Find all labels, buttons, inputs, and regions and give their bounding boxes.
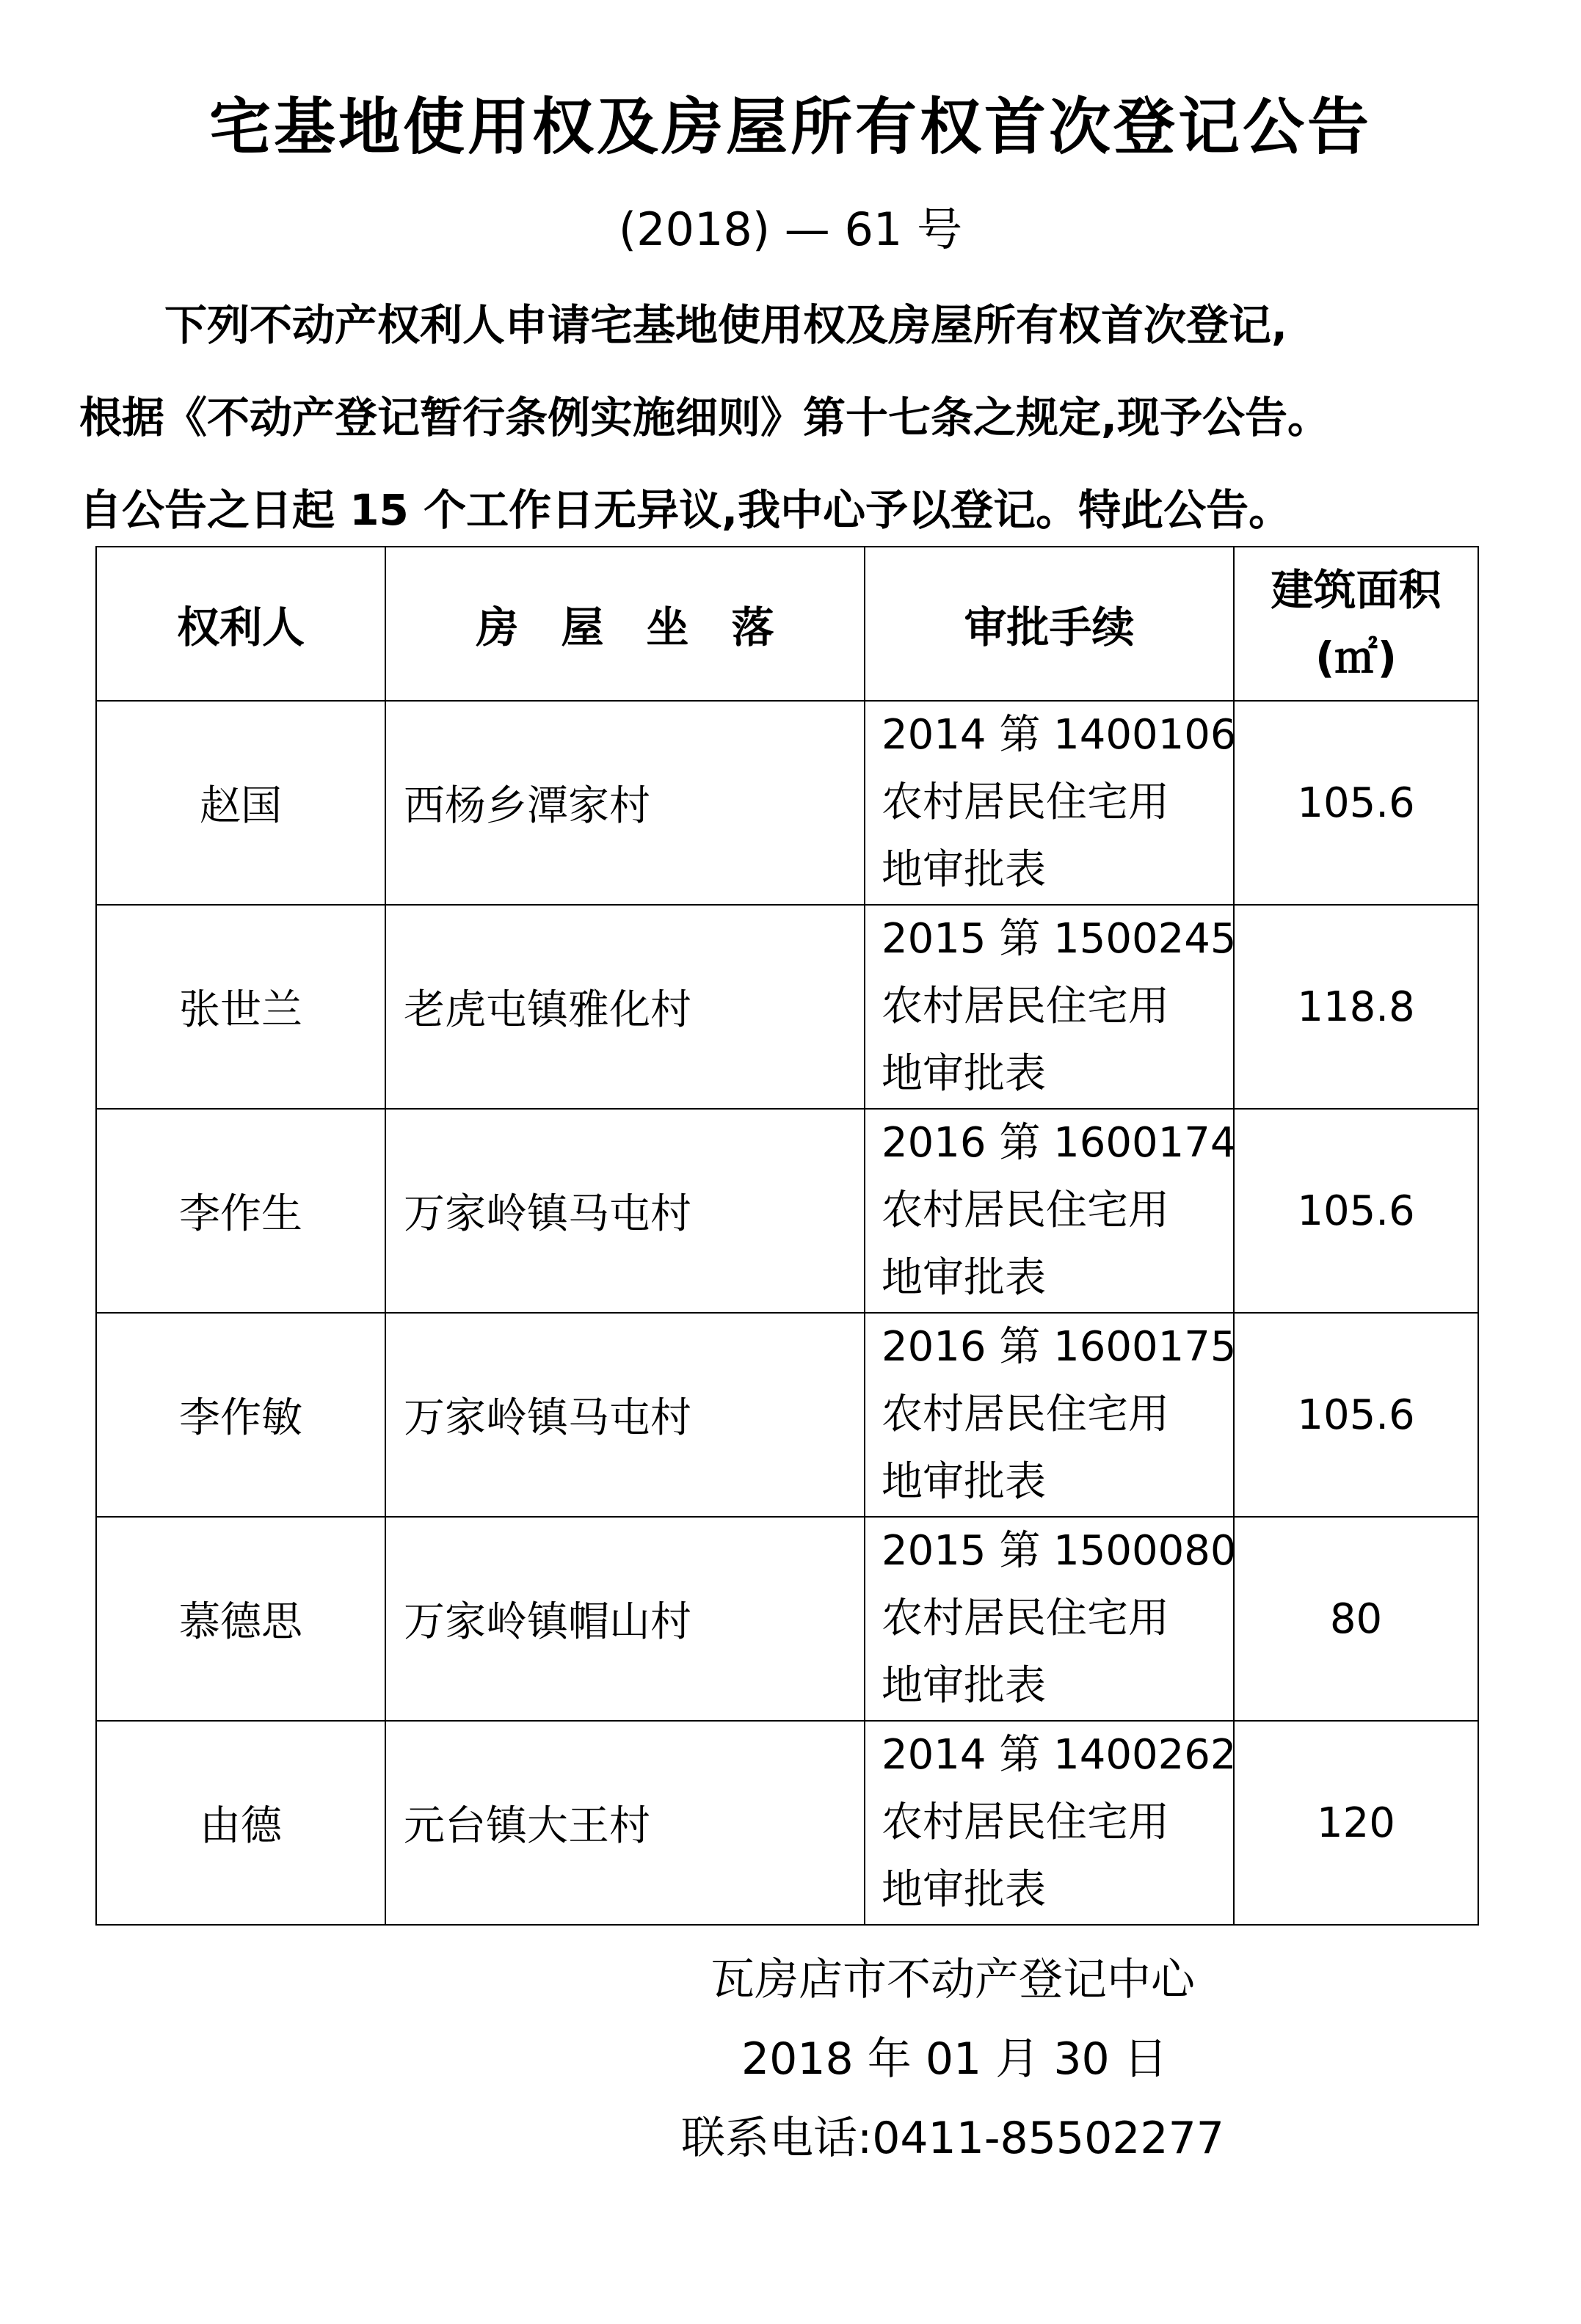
- approval-number: 2015 第 1500245: [882, 915, 1237, 963]
- notice-title: 宅基地使用权及房屋所有权首次登记公告: [208, 91, 1372, 163]
- registration-table: [95, 546, 1479, 1926]
- approval-doc-line-2: 地审批表: [882, 846, 1046, 894]
- notice-number: (2018) — 61 号: [618, 203, 963, 256]
- location-cell: 万家岭镇帽山村: [385, 1517, 865, 1721]
- header-approval: 审批手续: [865, 547, 1234, 701]
- contact-phone: 联系电话:0411-85502277: [681, 2113, 1224, 2164]
- issue-date: 2018 年 01 月 30 日: [741, 2033, 1168, 2085]
- header-area-unit: (㎡): [1315, 633, 1398, 682]
- table-row: [96, 905, 1478, 1109]
- approval-doc-line-1: 农村居民住宅用: [882, 1187, 1169, 1234]
- area-cell: 80: [1234, 1517, 1478, 1721]
- header-location: 房 屋 坐 落: [385, 547, 865, 701]
- header-area: [1234, 547, 1478, 701]
- table-row: [96, 1109, 1478, 1313]
- approval-doc-line-2: 地审批表: [882, 1866, 1046, 1914]
- location-cell: 万家岭镇马屯村: [385, 1109, 865, 1313]
- approval-number: 2015 第 1500080: [882, 1527, 1237, 1575]
- holder-cell: 张世兰: [96, 905, 385, 1109]
- table-row: [96, 701, 1478, 905]
- location-cell: 万家岭镇马屯村: [385, 1313, 865, 1517]
- approval-cell: [865, 701, 1237, 905]
- intro-line-1: 下列不动产权利人申请宅基地使用权及房屋所有权首次登记,: [164, 300, 1288, 350]
- approval-cell: [865, 905, 1237, 1109]
- location-cell: 老虎屯镇雅化村: [385, 905, 865, 1109]
- approval-doc-line-2: 地审批表: [882, 1662, 1046, 1710]
- approval-doc-line-1: 农村居民住宅用: [882, 1799, 1169, 1846]
- approval-doc-line-1: 农村居民住宅用: [882, 779, 1169, 826]
- approval-number: 2014 第 1400262: [882, 1731, 1237, 1779]
- intro-line-3: 自公告之日起 15 个工作日无异议,我中心予以登记。特此公告。: [79, 485, 1292, 535]
- notice-intro: [79, 279, 1518, 556]
- header-holder: 权利人: [96, 547, 385, 701]
- area-cell: 105.6: [1234, 1109, 1478, 1313]
- table-header-row: [96, 547, 1478, 701]
- location-cell: 西杨乡潭家村: [385, 701, 865, 905]
- location-cell: 元台镇大王村: [385, 1721, 865, 1925]
- area-cell: 120: [1234, 1721, 1478, 1925]
- holder-cell: 赵国: [96, 701, 385, 905]
- approval-doc-line-2: 地审批表: [882, 1254, 1046, 1302]
- area-cell: 118.8: [1234, 905, 1478, 1109]
- approval-number: 2016 第 1600174: [882, 1119, 1237, 1167]
- table-row: [96, 1517, 1478, 1721]
- holder-cell: 由德: [96, 1721, 385, 1925]
- approval-doc-line-1: 农村居民住宅用: [882, 1391, 1169, 1438]
- holder-cell: 李作生: [96, 1109, 385, 1313]
- intro-line-2: 根据《不动产登记暂行条例实施细则》第十七条之规定,现予公告。: [79, 393, 1331, 442]
- approval-cell: [865, 1313, 1237, 1517]
- approval-doc-line-1: 农村居民住宅用: [882, 983, 1169, 1030]
- holder-cell: 李作敏: [96, 1313, 385, 1517]
- table-row: [96, 1313, 1478, 1517]
- approval-number: 2016 第 1600175: [882, 1323, 1237, 1371]
- approval-cell: [865, 1721, 1237, 1925]
- area-cell: 105.6: [1234, 1313, 1478, 1517]
- holder-cell: 慕德思: [96, 1517, 385, 1721]
- approval-number: 2014 第 1400106: [882, 711, 1237, 759]
- area-cell: 105.6: [1234, 701, 1478, 905]
- header-area-label: 建筑面积: [1271, 565, 1442, 615]
- approval-cell: [865, 1109, 1237, 1313]
- issuer-name: 瓦房店市不动产登记中心: [710, 1954, 1195, 2006]
- approval-doc-line-2: 地审批表: [882, 1458, 1046, 1506]
- approval-cell: [865, 1517, 1237, 1721]
- table-row: [96, 1721, 1478, 1925]
- approval-doc-line-1: 农村居民住宅用: [882, 1595, 1169, 1642]
- approval-doc-line-2: 地审批表: [882, 1050, 1046, 1098]
